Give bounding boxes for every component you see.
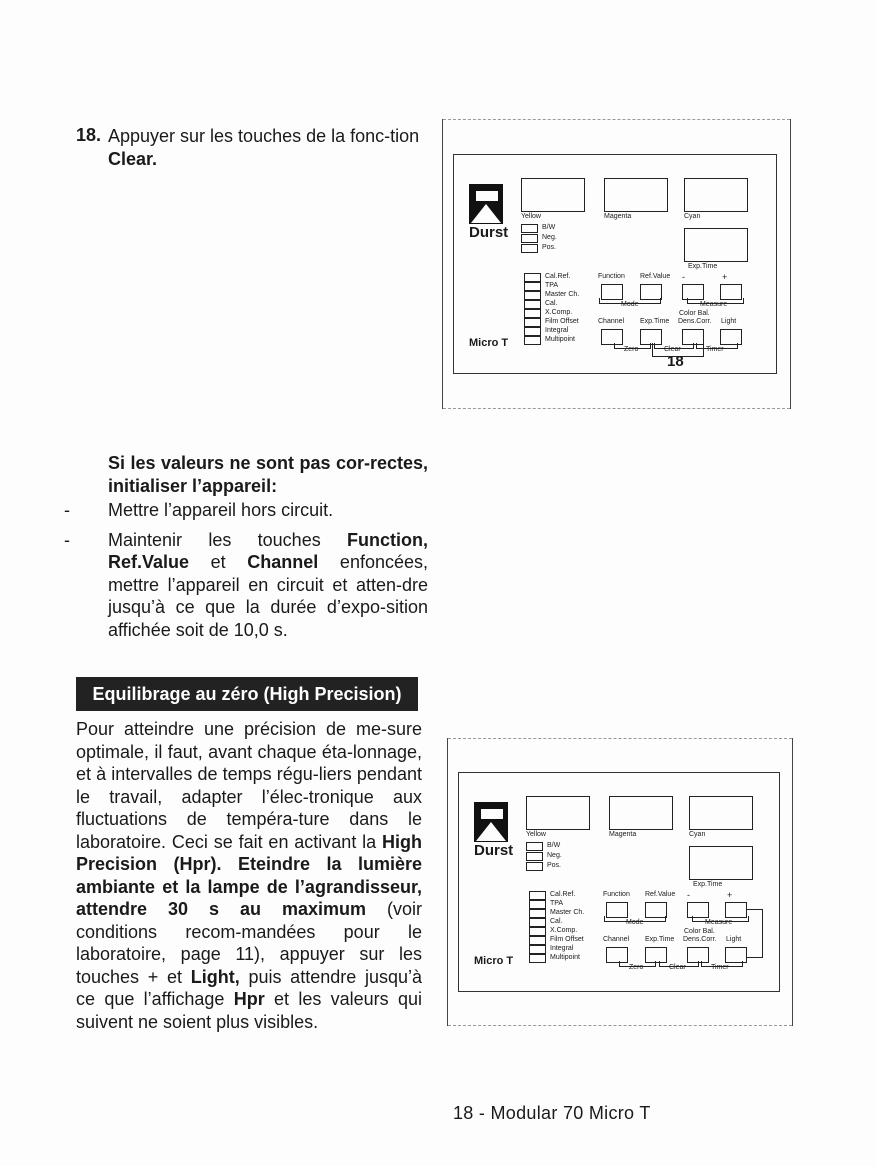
durst-logo-icon: [474, 802, 508, 842]
indicator-filmoffset: [529, 936, 546, 945]
mode-neg: Neg.: [542, 234, 557, 241]
hpr-text-5: Light,: [190, 966, 240, 987]
label-plus: +: [722, 272, 728, 282]
fn-integral: Integral: [545, 327, 569, 334]
step-text: [108, 125, 421, 170]
label-magenta: Magenta: [609, 831, 637, 838]
indicator-calref: [529, 891, 546, 900]
panel-diagram-1: [442, 119, 791, 409]
reset-bullet-1: - Mettre l’appareil hors circuit.: [64, 500, 334, 520]
hpr-text-4: (voir conditions recom-mandées pour le laboratoire, page 11), appuyer sur les touches + et: [76, 899, 422, 987]
indicator-tpa: [524, 282, 541, 291]
display-exptime: [689, 846, 753, 880]
fn-tpa: TPA: [550, 900, 564, 907]
fn-calref: Cal.Ref.: [545, 273, 571, 280]
indicator-masterch: [524, 291, 541, 300]
mode-pos: Pos.: [542, 244, 557, 251]
hpr-text-6: puis attendre jusqu’à ce que l’affichage: [76, 966, 422, 1009]
fn-xcomp: X.Comp.: [550, 927, 578, 934]
reset-bullet-2-b: Function, Ref.Value: [108, 529, 428, 572]
indicator-integral: [524, 327, 541, 336]
step-text-main: Appuyer sur les touches de la fonc-tion: [108, 126, 420, 146]
label-yellow: Yellow: [526, 831, 546, 838]
label-plus: +: [727, 890, 733, 900]
indicator-bw: [521, 224, 538, 233]
fn-tpa: TPA: [545, 282, 559, 289]
label-denscorr: Dens.Corr.: [678, 318, 712, 325]
display-magenta: [604, 178, 668, 212]
model-label: Micro T: [474, 955, 514, 967]
plus-light-connector: [746, 909, 763, 958]
step-number: 18.: [76, 125, 102, 145]
indicator-cal: [529, 918, 546, 927]
indicator-pos: [521, 244, 538, 253]
mode-pos: Pos.: [547, 862, 562, 869]
label-function: Function: [603, 891, 630, 898]
mode-neg: Neg.: [547, 852, 562, 859]
hpr-text-3: Eteindre la lumière ambiante et la lampe de l’agrandisseur, attendre 30 s au maximum: [76, 854, 422, 919]
display-yellow: [521, 178, 585, 212]
label-cyan: Cyan: [684, 213, 701, 220]
label-exptime-key: Exp.Time: [640, 318, 670, 325]
display-cyan: [684, 178, 748, 212]
fn-cal: Cal.: [545, 300, 558, 307]
section-title: Equilibrage au zéro (High Precision): [76, 677, 418, 711]
indicator-neg: [526, 852, 543, 861]
indicator-multipoint: [529, 954, 546, 963]
label-minus: -: [687, 890, 690, 900]
indicator-pos: [526, 862, 543, 871]
label-channel: Channel: [598, 318, 625, 325]
indicator-neg: [521, 234, 538, 243]
indicator-masterch: [529, 909, 546, 918]
hpr-paragraph: [76, 718, 422, 1033]
step-18: [76, 125, 421, 170]
fn-filmoffset: Film Offset: [545, 318, 579, 325]
indicator-xcomp: [529, 927, 546, 936]
fn-masterch: Master Ch.: [545, 291, 580, 298]
label-light: Light: [721, 318, 737, 325]
label-yellow: Yellow: [521, 213, 541, 220]
display-exptime: [684, 228, 748, 262]
hpr-text-7: Hpr: [233, 989, 265, 1009]
indicator-integral: [529, 945, 546, 954]
hpr-text-2: High Precision (Hpr).: [76, 831, 422, 874]
label-exptime-key: Exp.Time: [645, 936, 675, 943]
control-panel-2: [458, 772, 780, 992]
reset-bullet-2-a: Maintenir les touches: [108, 529, 348, 550]
label-channel: Channel: [603, 936, 630, 943]
group-measure: Measure: [705, 919, 733, 926]
label-colorbal: Color Bal.: [684, 928, 715, 935]
indicator-bw: [526, 842, 543, 851]
reset-bullet-2: - Maintenir les touches Function, Ref.Value et Channel enfoncées, mettre l’appareil en circuit et atten-dre jusqu’à ce que la durée d’expo-sition affichée soit de 10,0 s.: [64, 529, 428, 640]
label-colorbal: Color Bal.: [679, 310, 710, 317]
reset-heading: Si les valeurs ne sont pas cor-rectes, initialiser l’appareil:: [108, 453, 428, 496]
label-denscorr: Dens.Corr.: [683, 936, 717, 943]
group-measure: Measure: [700, 301, 728, 308]
fn-xcomp: X.Comp.: [545, 309, 573, 316]
reset-bullet-2-d: Channel: [247, 552, 319, 572]
display-cyan: [689, 796, 753, 830]
model-label: Micro T: [469, 337, 509, 349]
group-clear: Clear: [669, 964, 686, 971]
indicator-calref: [524, 273, 541, 282]
mode-bw: B/W: [542, 224, 556, 231]
label-cyan: Cyan: [689, 831, 706, 838]
label-light: Light: [726, 936, 742, 943]
hpr-text-8: et les valeurs qui suivent ne soient plus visibles.: [76, 989, 422, 1032]
label-exptime: Exp.Time: [688, 263, 718, 270]
reset-instructions: [64, 452, 428, 641]
indicator-tpa: [529, 900, 546, 909]
hpr-text-1: Pour atteindre une précision de me-sure optimale, il faut, avant chaque éta-lonnage, et à intervalles de temps régu-liers pendant le travail, adapter l’élec-tronique aux fluctuations de tempéra-ture dans le laboratoire. Ceci se fait en activant la: [76, 719, 422, 852]
label-refvalue: Ref.Value: [640, 273, 671, 280]
display-yellow: [526, 796, 590, 830]
fn-multipoint: Multipoint: [545, 336, 575, 343]
label-refvalue: Ref.Value: [645, 891, 676, 898]
brand-label: Durst: [474, 842, 514, 859]
display-magenta: [609, 796, 673, 830]
reset-bullet-2-c: et: [189, 552, 248, 572]
indicator-xcomp: [524, 309, 541, 318]
reset-bullet-2-e: enfoncées, mettre l’appareil en circuit et atten-dre jusqu’à ce que la durée d’expo-sition affichée soit de 10,0 s.: [108, 552, 428, 640]
indicator-cal: [524, 300, 541, 309]
group-timer: Timer: [711, 964, 729, 971]
fn-calref: Cal.Ref.: [550, 891, 576, 898]
label-minus: -: [682, 272, 685, 282]
group-clear: Clear: [664, 346, 681, 353]
fn-masterch: Master Ch.: [550, 909, 585, 916]
fn-cal: Cal.: [550, 918, 563, 925]
group-timer: Timer: [706, 346, 724, 353]
fn-integral: Integral: [550, 945, 574, 952]
step-text-bold: Clear.: [108, 148, 158, 169]
indicator-multipoint: [524, 336, 541, 345]
group-zero: Zero: [629, 964, 644, 971]
panel-diagram-2: [447, 738, 793, 1026]
mode-bw: B/W: [547, 842, 561, 849]
step-callout: 18: [667, 353, 684, 370]
label-function: Function: [598, 273, 625, 280]
group-zero: Zero: [624, 346, 639, 353]
page-footer: 18 - Modular 70 Micro T: [453, 1103, 651, 1123]
label-magenta: Magenta: [604, 213, 632, 220]
control-panel-1: [453, 154, 777, 374]
reset-bullet-1-text: Mettre l’appareil hors circuit.: [108, 500, 334, 520]
fn-filmoffset: Film Offset: [550, 936, 584, 943]
group-mode: Mode: [621, 301, 639, 308]
durst-logo-icon: [469, 184, 503, 224]
group-mode: Mode: [626, 919, 644, 926]
brand-label: Durst: [469, 224, 509, 241]
label-exptime: Exp.Time: [693, 881, 723, 888]
indicator-filmoffset: [524, 318, 541, 327]
fn-multipoint: Multipoint: [550, 954, 580, 961]
